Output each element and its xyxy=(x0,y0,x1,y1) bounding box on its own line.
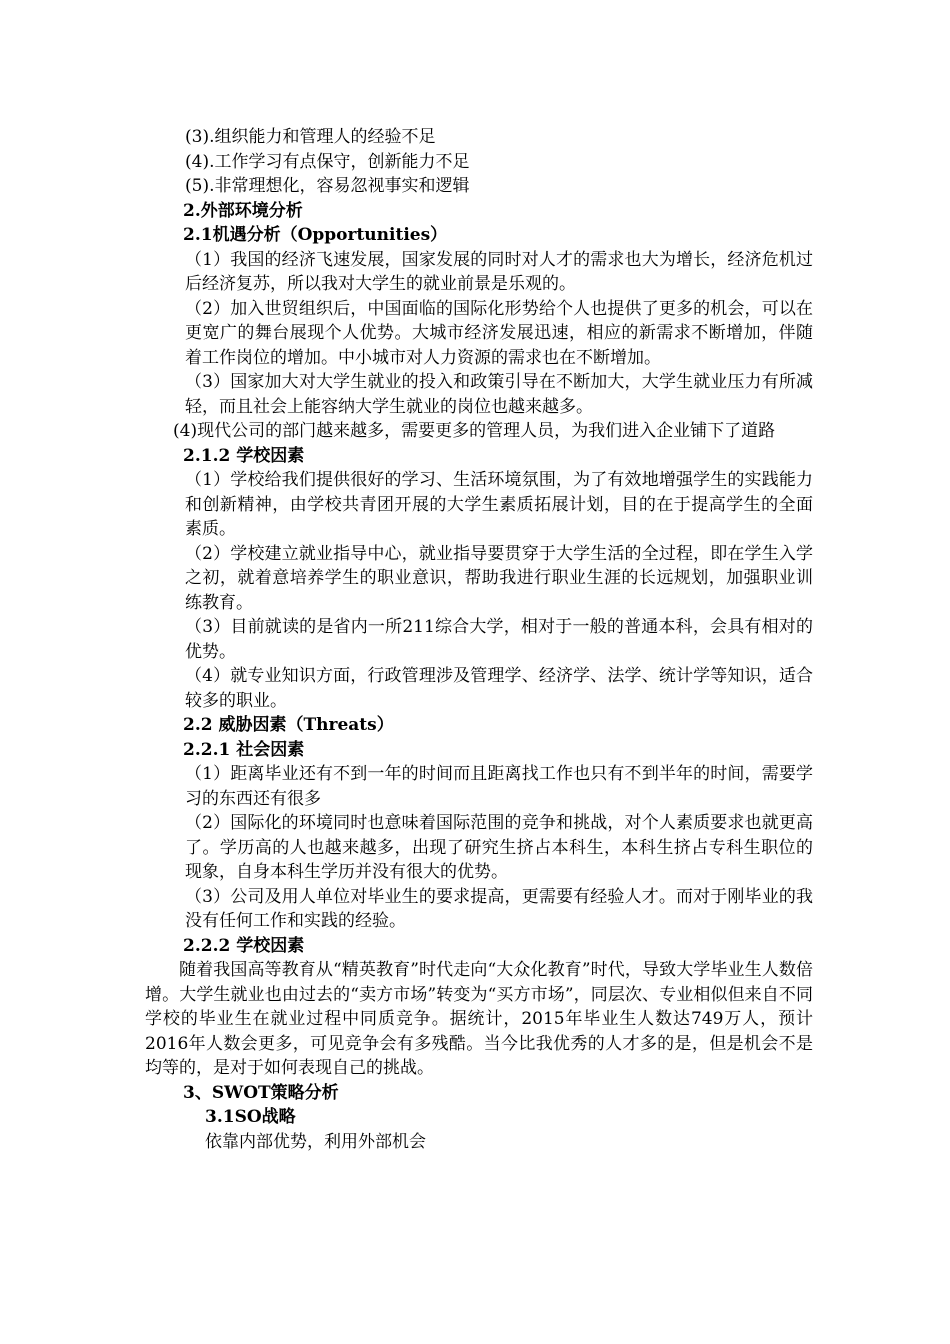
school-paragraph-3: （3）目前就读的是省内一所211综合大学，相对于一般的普通本科，会具有相对的优势。 xyxy=(185,617,813,662)
heading-school-factors: 2.1.2 学校因素 xyxy=(183,445,305,466)
heading-external-analysis: 2.外部环境分析 xyxy=(183,200,303,221)
social-paragraph-2: （2）国际化的环境同时也意味着国际范围的竞争和挑战，对个人素质要求也就更高了。学历高的人也越来越多，出现了研究生挤占本科生，本科生挤占专科生职位的现象，自身本科生学历并没有很大的优势。 xyxy=(185,813,813,882)
heading-school-threats: 2.2.2 学校因素 xyxy=(183,935,305,956)
heading-swot-strategy: 3、SWOT策略分析 xyxy=(183,1082,339,1103)
opportunity-paragraph-2: （2）加入世贸组织后，中国面临的国际化形势给个人也提供了更多的机会，可以在更宽广的舞台展现个人优势。大城市经济发展迅速，相应的新需求不断增加，伴随着工作岗位的增加。中小城市对人力资源的需求也在不断增加。 xyxy=(185,298,813,368)
so-strategy-text: 依靠内部优势，利用外部机会 xyxy=(205,1131,426,1152)
weakness-item-3: (3).组织能力和管理人的经验不足 xyxy=(185,127,436,147)
school-threat-paragraph: 随着我国高等教育从“精英教育”时代走向“大众化教育”时代，导致大学毕业生人数倍增。大学生就业也由过去的“卖方市场”转变为“买方市场”，同层次、专业相似但来自不同学校的毕业生在就业过程中同质竞争。据统计，2015年毕业生人数达749万人，预计2016年人数会更多，可见竞争会有多残酷。当今比我优秀的人才多的是，但是机会不是均等的，是对于如何表现自己的挑战。 xyxy=(145,960,813,1078)
opportunity-paragraph-1: （1）我国的经济飞速发展，国家发展的同时对人才的需求也大为增长，经济危机过后经济复苏，所以我对大学生的就业前景是乐观的。 xyxy=(185,249,813,294)
document-body xyxy=(145,125,813,1154)
school-paragraph-1: （1）学校给我们提供很好的学习、生活环境氛围，为了有效地增强学生的实践能力和创新精神，由学校共青团开展的大学生素质拓展计划，目的在于提高学生的全面素质。 xyxy=(185,470,813,539)
heading-opportunities: 2.1机遇分析（Opportunities） xyxy=(183,225,448,245)
social-paragraph-1: （1）距离毕业还有不到一年的时间而且距离找工作也只有不到半年的时间，需要学习的东西还有很多 xyxy=(185,764,813,809)
social-paragraph-3: （3）公司及用人单位对毕业生的要求提高，更需要有经验人才。而对于刚毕业的我没有任何工作和实践的经验。 xyxy=(185,886,813,931)
weakness-item-5: (5).非常理想化，容易忽视事实和逻辑 xyxy=(185,176,470,196)
opportunity-paragraph-4: (4)现代公司的部门越来越多，需要更多的管理人员，为我们进入企业铺下了道路 xyxy=(173,421,776,441)
weakness-item-4: (4).工作学习有点保守，创新能力不足 xyxy=(185,151,470,172)
heading-threats: 2.2 威胁因素（Threats） xyxy=(183,715,394,735)
heading-so-strategy: 3.1SO战略 xyxy=(205,1107,296,1127)
opportunity-paragraph-3: （3）国家加大对大学生就业的投入和政策引导在不断加大，大学生就业压力有所减轻，而且社会上能容纳大学生就业的岗位也越来越多。 xyxy=(185,372,813,417)
school-paragraph-4: （4）就专业知识方面，行政管理涉及管理学、经济学、法学、统计学等知识，适合较多的职业。 xyxy=(185,666,813,711)
heading-social-factors: 2.2.1 社会因素 xyxy=(183,739,305,760)
school-paragraph-2: （2）学校建立就业指导中心，就业指导要贯穿于大学生活的全过程，即在学生入学之初，就着意培养学生的职业意识，帮助我进行职业生涯的长远规划，加强职业训练教育。 xyxy=(185,543,813,613)
